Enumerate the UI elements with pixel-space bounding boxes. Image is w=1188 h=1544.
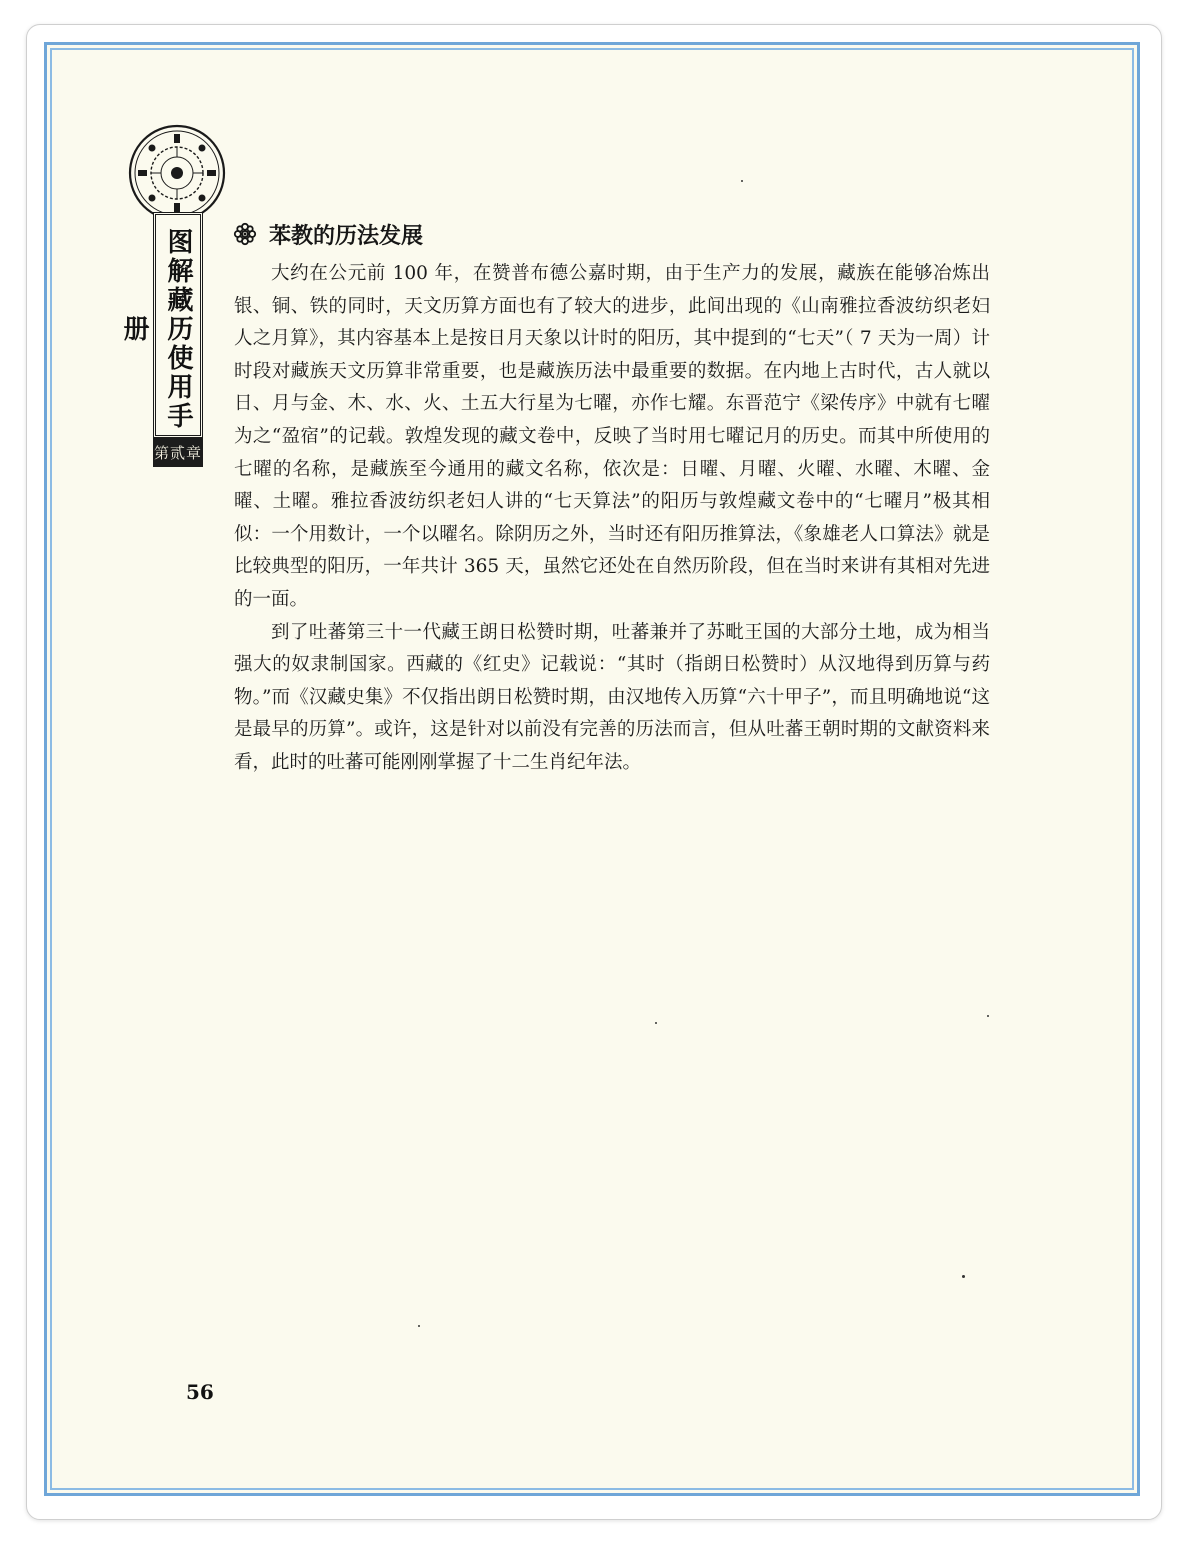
chapter-tab [153,437,203,467]
paragraph: 大约在公元前 100 年，在赞普布德公嘉时期，由于生产力的发展，藏族在能够冶炼出银、铜、铁的同时，天文历算方面也有了较大的进步，此间出现的《山南雅拉香波纺织老妇人之月算》，其内容基本上是按日月天象以计时的阳历，其中提到的“七天”（ 7 天为一周）计时段对藏族天文历算非常重要，也是藏族历法中最重要的数据。在内地上古时代，古人就以日、月与金、木、水、火、土五大行星为七曜，亦作七耀。东晋范宁《梁传序》中就有七曜为之“盈宿”的记载。敦煌发现的藏文卷中，反映了当时用七曜记月的历史。而其中所使用的七曜的名称，是藏族至今通用的藏文名称，依次是：日曜、月曜、火曜、水曜、木曜、金曜、土曜。雅拉香波纺织老妇人讲的“七天算法”的阳历与敦煌藏文卷中的“七曜月”极其相似：一个用数计，一个以曜名。除阴历之外，当时还有阳历推算法，《象雄老人口算法》就是比较典型的阳历，一年共计 365 天，虽然它还处在自然历阶段，但在当时来讲有其相对先进的一面。 [234,263,990,610]
section-heading [233,218,423,250]
body-text [234,258,990,780]
paper-speck [962,1275,965,1278]
book-title: 图解藏历使用手册 [119,227,193,431]
paper-speck [655,1022,657,1024]
round-seal-emblem-icon [128,124,226,222]
flower-ornament-icon [233,222,257,246]
paragraph: 到了吐蕃第三十一代藏王朗日松赞时期，吐蕃兼并了苏毗王国的大部分土地，成为相当强大的奴隶制国家。西藏的《红史》记载说：“其时（指朗日松赞时）从汉地得到历算与药物。”而《汉藏史集》不仅指出朗日松赞时期，由汉地传入历算“六十甲子”，而且明确地说“这是最早的历算”。或许，这是针对以前没有完善的历法而言，但从吐蕃王朝时期的文献资料来看，此时的吐蕃可能刚刚掌握了十二生肖纪年法。 [234,621,990,773]
chapter-label: 第贰章 [153,444,202,462]
page-number: 56 [186,1380,214,1404]
section-title: 苯教的历法发展 [269,223,424,249]
paper-speck [418,1325,420,1327]
book-title-spine [119,212,203,438]
paper-speck [741,180,743,182]
paper-speck [987,1015,989,1017]
